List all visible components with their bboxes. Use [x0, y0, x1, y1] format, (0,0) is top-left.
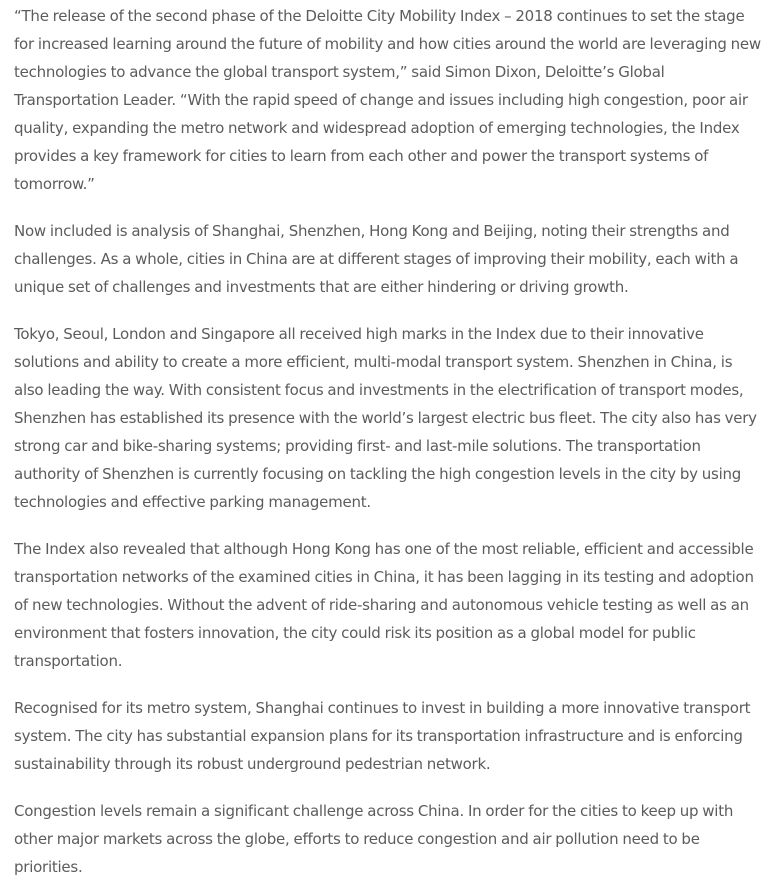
- paragraph-congestion: Congestion levels remain a significant challenge across China. In order for the cities to keep up with other major markets across the globe, efforts to reduce congestion and air pollution need to be priorities.: [14, 802, 734, 876]
- paragraph-top-cities-shenzhen: Tokyo, Seoul, London and Singapore all received high marks in the Index due to their innovative solutions and ability to create a more efficient, multi-modal transport system. Shenzhen in China, is also leading the way. With consistent focus and investments in the electrification of transport modes, Shenzhen has established its presence with the world’s largest electric bus fleet. The city also has very strong car and bike-sharing systems; providing first- and last-mile solutions. The transportation authority of Shenzhen is currently focusing on tackling the high congestion levels in the city by using technologies and effective parking management.: [14, 325, 757, 511]
- paragraph-china-analysis: Now included is analysis of Shanghai, Shenzhen, Hong Kong and Beijing, noting their strengths and challenges. As a whole, cities in China are at different stages of improving their mobility, each with a unique set of challenges and investments that are either hindering or driving growth.: [14, 222, 739, 296]
- paragraph-hong-kong: The Index also revealed that although Hong Kong has one of the most reliable, efficient and accessible transportation networks of the examined cities in China, it has been lagging in its testing and adoption of new technologies. Without the advent of ride-sharing and autonomous vehicle testing as well as an environment that fosters innovation, the city could risk its position as a global model for public transportation.: [14, 540, 754, 670]
- paragraph-shanghai: Recognised for its metro system, Shanghai continues to invest in building a more innovative transport system. The city has substantial expansion plans for its transportation infrastructure and is enforcing sustainability through its robust underground pedestrian network.: [14, 699, 751, 773]
- paragraph-dixon-quote: “The release of the second phase of the Deloitte City Mobility Index – 2018 continues to set the stage for increased learning around the future of mobility and how cities around the world are leveraging new technologies to advance the global transport system,” said Simon Dixon, Deloitte’s Global Transportation Leader. “With the rapid speed of change and issues including high congestion, poor air quality, expanding the metro network and widespread adoption of emerging technologies, the Index provides a key framework for cities to learn from each other and power the transport systems of tomorrow.”: [14, 7, 761, 193]
